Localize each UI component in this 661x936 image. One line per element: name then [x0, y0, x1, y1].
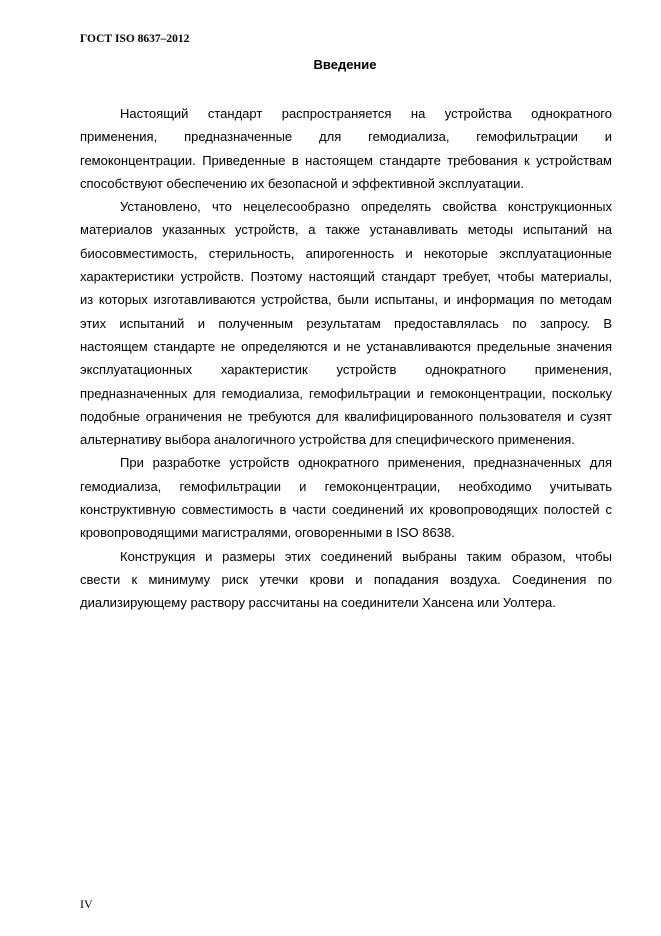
- paragraph-line: гемоконцентрации. Приведенные в настоящем стандарте требования к устройствам: [80, 152, 612, 168]
- paragraph-line: настоящем стандарте не определяются и не устанавливаются предельные значения: [80, 338, 612, 354]
- paragraph-line: альтернативу выбора аналогичного устройства для специфического применения.: [80, 432, 575, 448]
- paragraph: [80, 195, 612, 451]
- paragraph-line: характеристики устройств. Поэтому настоящий стандарт требует, чтобы материалы,: [80, 269, 612, 285]
- paragraph-line: предназначенных для гемодиализа, гемофильтрации и гемоконцентрации, поскольку: [80, 385, 612, 401]
- paragraph-line: этих испытаний и полученным результатам предоставлялась по запросу. В: [80, 315, 612, 331]
- page-number: IV: [80, 897, 93, 911]
- paragraph-line: кровопроводящими магистралями, оговоренными в ISO 8638.: [80, 525, 455, 541]
- paragraph: [80, 545, 612, 615]
- paragraph-line: эксплуатационных характеристик устройств однократного применения,: [80, 362, 612, 378]
- paragraph-line: подобные ограничения не требуются для квалифицированного пользователя и сузят: [80, 408, 612, 424]
- section-title: Введение: [313, 57, 377, 72]
- paragraph-line: гемодиализа, гемофильтрации и гемоконцентрации, необходимо учитывать: [80, 478, 612, 494]
- paragraph-line: Установлено, что нецелесообразно определять свойства конструкционных: [120, 199, 612, 215]
- paragraph: [80, 102, 612, 195]
- paragraph-line: материалов указанных устройств, а также устанавливать методы испытаний на: [80, 222, 612, 238]
- document-header: ГОСТ ISO 8637–2012: [80, 33, 190, 45]
- paragraph-line: биосовместимость, стерильность, апирогенность и некоторые эксплуатационные: [80, 245, 612, 261]
- paragraph-line: применения, предназначенные для гемодиализа, гемофильтрации и: [80, 129, 612, 145]
- paragraph-line: Конструкция и размеры этих соединений выбраны таким образом, чтобы: [120, 548, 612, 564]
- paragraph-line: При разработке устройств однократного применения, предназначенных для: [120, 455, 612, 471]
- paragraph-line: из которых изготавливаются устройства, были испытаны, и информация по методам: [80, 292, 612, 308]
- paragraph: [80, 451, 612, 544]
- document-body: [80, 102, 612, 615]
- paragraph-line: Настоящий стандарт распространяется на устройства однократного: [120, 106, 612, 121]
- paragraph-line: конструктивную совместимость в части соединений их кровопроводящих полостей с: [80, 502, 612, 518]
- paragraph-line: свести к минимуму риск утечки крови и попадания воздуха. Соединения по: [80, 571, 612, 587]
- paragraph-line: диализирующему раствору рассчитаны на соединители Хансена или Уолтера.: [80, 595, 556, 611]
- paragraph-line: способствуют обеспечению их безопасной и эффективной эксплуатации.: [80, 175, 525, 191]
